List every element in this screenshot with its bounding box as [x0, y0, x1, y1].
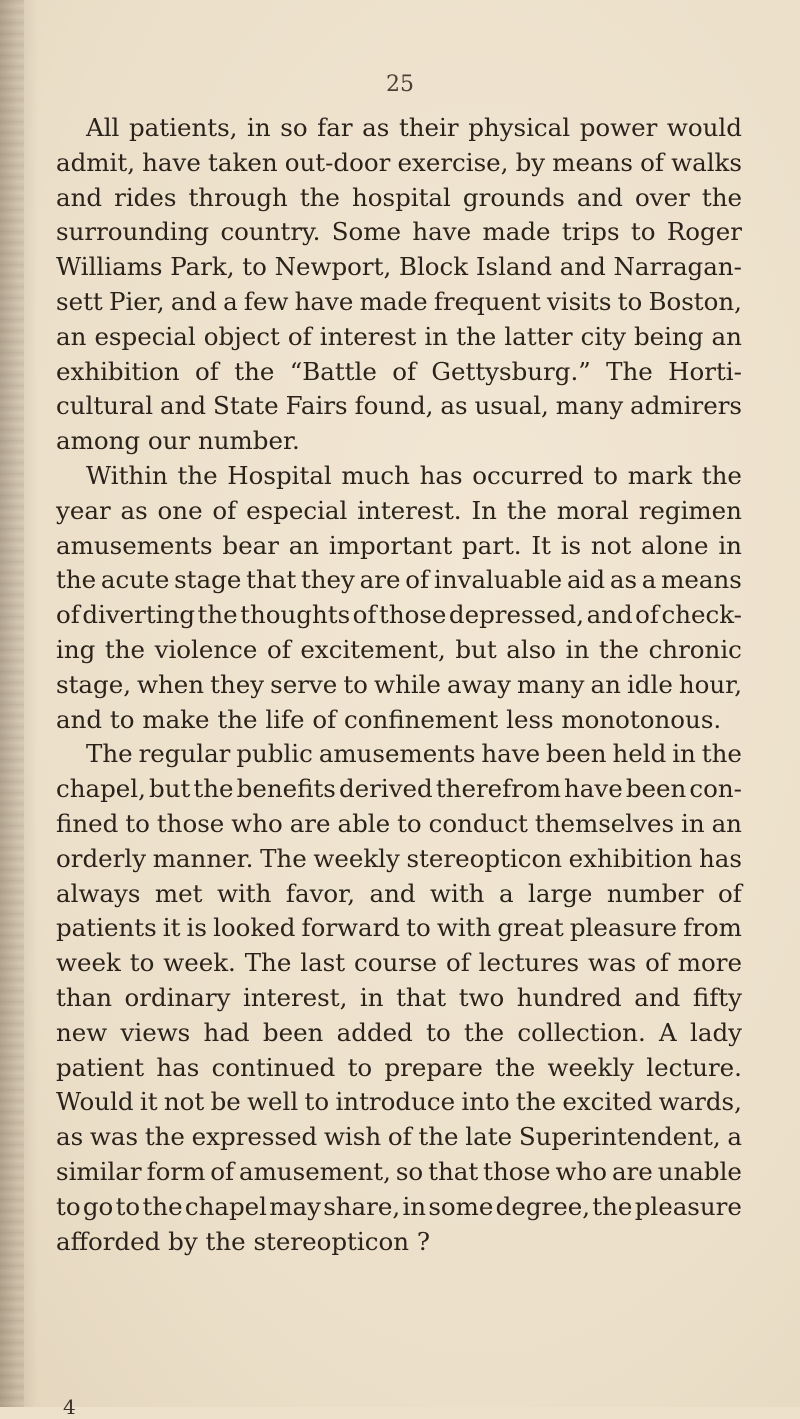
text-line: sett Pier, and a few have made frequent visits to Boston,	[56, 286, 742, 316]
text-line: afforded by the stereopticon ?	[56, 1226, 430, 1256]
body-text	[56, 111, 742, 1259]
text-line: patient has continued to prepare the weekly lecture.	[56, 1052, 742, 1082]
text-line: similar form of amusement, so that those who are unable	[56, 1156, 742, 1186]
text-line: surrounding country. Some have made trips to Roger	[56, 217, 742, 247]
text-line: ing the violence of excitement, but also in the chronic	[56, 634, 742, 664]
text-line: admit, have taken out-door exercise, by means of walks	[56, 147, 742, 177]
signature-mark: 4	[63, 1395, 76, 1419]
text-line: stage, when they serve to while away many an idle hour,	[56, 669, 742, 699]
text-line: an especial object of interest in the latter city being an	[56, 321, 742, 351]
text-line: chapel, but the benefits derived therefrom have been con-	[56, 774, 742, 804]
text-line: year as one of especial interest. In the moral regimen	[56, 495, 742, 525]
text-line: orderly manner. The weekly stereopticon exhibition has	[56, 843, 742, 873]
binding-edge	[0, 0, 24, 1407]
text-line: to go to the chapel may share, in some degree, the pleasure	[56, 1191, 742, 1221]
text-line: All patients, in so far as their physical power would	[86, 113, 742, 142]
text-line: of diverting the thoughts of those depressed, and of check-	[56, 600, 742, 630]
text-line: patients it is looked forward to with great pleasure from	[56, 913, 742, 943]
text-line: as was the expressed wish of the late Superintendent, a	[56, 1122, 742, 1152]
text-line: new views had been added to the collection. A lady	[56, 1017, 742, 1047]
text-line: the acute stage that they are of invaluable aid as a means	[56, 565, 742, 595]
text-line: Would it not be well to introduce into the excited wards,	[56, 1087, 742, 1117]
text-line: cultural and State Fairs found, as usual, many admirers	[56, 391, 742, 421]
text-line: week to week. The last course of lectures was of more	[56, 948, 742, 978]
text-line: exhibition of the “Battle of Gettysburg.” The Horti-	[56, 356, 742, 386]
text-line: among our number.	[56, 426, 300, 456]
text-line: amusements bear an important part. It is not alone in	[56, 530, 742, 560]
text-line: and rides through the hospital grounds and over the	[56, 182, 742, 212]
text-line: always met with favor, and with a large number of	[56, 878, 742, 908]
text-line: and to make the life of confinement less monotonous.	[56, 704, 722, 734]
text-line: Williams Park, to Newport, Block Island and Narragan-	[56, 252, 742, 282]
text-line: fined to those who are able to conduct themselves in an	[56, 808, 742, 838]
text-line: Within the Hospital much has occurred to mark the	[86, 460, 742, 490]
page-number: 25	[386, 72, 414, 97]
text-line: The regular public amusements have been held in the	[86, 739, 742, 769]
text-line: than ordinary interest, in that two hundred and fifty	[56, 982, 742, 1012]
